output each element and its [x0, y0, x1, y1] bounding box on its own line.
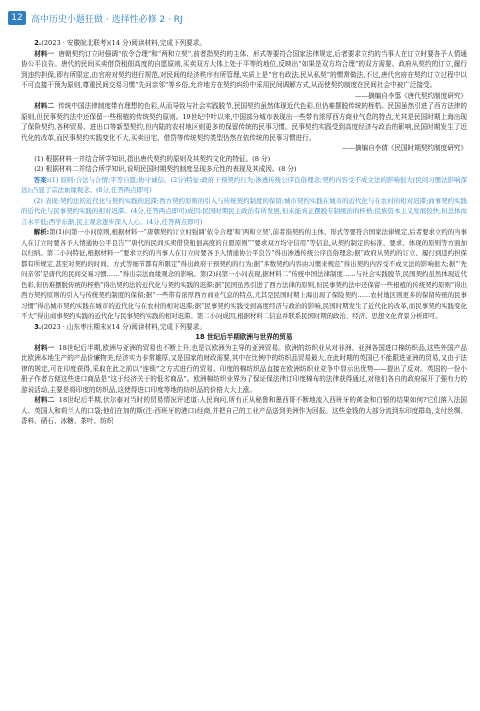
- page-content: [21, 38, 467, 427]
- book-title: 高中历史小题狂做 · 选择性必修 2 · RJ: [31, 14, 183, 25]
- analysis-text: 第(1)问第一小问原则,根据材料一“唐朝契约订立时强调‘依令合理’和‘两和立契’,前者指契约的主体、形式等要符合国家法律规定,后者要求立约的当事人在订立时要各予人情通协公平良告”“唐代的民间买卖借贷租佃高度的自愿原则”“要求双方均守信用”等信息,从契约制定的标准、要求、体现的原则等方面加以归纳。第二小问特征,根据材料一“要求立约的当事人在订立时要各予人情通协公平良告”得出渗透传统公序良俗理念;据“政府从契约的订立、履行到违约担保都有所规定,甚至对契约的时间、方式等细节都有所限定”得出政府干预契约的行为;据“多数契约内容由习惯来规范”得出契约内容受不成文法的影响很大;据“‘先问亲邻’是唐代的民间交易习惯……”得出宗法血缘观念的影响。第(2)问第一小问表现,据材料二“传统中国法律制度……与社会实践脱节,民国契约虽然体现近代色彩,但仍难摆脱传统的桎梏”得出契约法的近代化与契约实践的迟滞;据“民国虽然引进了西方法律的原则,但民事契约法中还保留一些根植的传统契约原则”得出西方契约原则的引入与传统契约制度的保留;据“一些带有浓厚西方商业气息的特点,尤其是民国时期上海出现了保险契约……农村地区则更多的保留传统的民事习惯”得出城市契约实践在城市的近代化与在农村的相对迟滞;据“民事契约实践受到高度经济与政治的影响,民国时期发生了近代化的改革,而民事契约实践变化不大”得出商事契约实践的近代化与民事契约实践的相对迟滞。第二小问成因,根据材料二信息并联系民国时期的政治、经济、思想文化背景分析即可。: [21, 228, 467, 320]
- answer-2: (2) 表现:契约法的近代化与契约实践的迟滞;西方契约原则的引入与传统契约制度的保留;城市契约实践在城市的近代化与在农村的相对迟滞;商事契约实践的近代化与民事契约实践的相对迟滞。(4分,任答两点即可)成因:民国时期民主政治有所发展,但未能真正摆脱专制统治的桎梏;民族资本主义发展较快,但总体而言水平低;西学东渐,民主观念逐步深入人心。(4分,任答两点即可): [21, 196, 467, 226]
- analysis: [21, 227, 467, 322]
- requirement-2: (2) 根据材料二并结合所学知识,说明民国时期契约制度呈现多元性的表现及其成因。(8 分): [34, 165, 297, 173]
- question-number: 3.: [34, 322, 42, 331]
- page-number: 12: [8, 11, 26, 25]
- material-1: [21, 343, 467, 396]
- material-text: 18世纪后半期,欧洲与亚洲的贸易也不断上升,也是以欧洲为主导的亚洲贸易。欧洲的纺织业从对非洲、亚洲各国进口棉纺织品,这些外国产品比欧洲本地生产的产品价廉物美,经济实力非常雄厚,又是国家的财政需要,其中在比例中的纺织品贸易最大,在此时期的英国已不能跟进亚洲的贸易,又由于法律的规定,可在印度获得,采取在此之前以“连锁”之方式进行的贸易。印度的棉纺织品直接在欧洲纺织业竞争中显示出优势——提出了反对。英国的一份小册子作者方便这些进口商品是“这于经济关于的低劣商品”。欧洲棉纺织业界为了保证保法律订印度棉布的法律获得通过,对他们各自的政府展开了强有力的游说活动,主要是将印度的纺织品,这使得进口印度等地的纺织品的价格大大上涨。: [21, 343, 467, 394]
- section-title: 18 世纪后半期欧洲与世界的贸易: [195, 333, 293, 341]
- material-source: ——摘编自李倩《民国时期契约制度研究》: [341, 144, 467, 152]
- requirement-1: (1) 根据材料一并结合所学知识,指出唐代契约的原则及其契约文化的特征。(8 分): [34, 154, 271, 163]
- analysis-block: [21, 227, 467, 322]
- answer-block: [21, 175, 467, 228]
- analysis-label: 解析:: [33, 228, 50, 236]
- answer-text: (1) 原则:合法与合情;平等自愿;协守诚信。(2分)特征:政府干预契约行为;渗透传统公序良俗理念;契约内容受不成文法的影响很大(民间习惯法影响深远);凸显了宗法血缘观念。(6分,任答两点即可): [21, 175, 468, 194]
- material-text: 18世纪后半期,伏尔泰对当时的贸易情况评述道:人民询问,所有正从秘鲁和墨西哥不断地流入西班牙的黄金和白银的结果如何?它们落入法国人、英国人和荷兰人的口袋;他们在加的斯(注:西班牙的港口)经商,并把自己的工业产品送到美洲作为回报。这些金钱的大部分流到东印度群岛,支付丝绸、香料、硝石、冰糖、茶叶、纺织: [21, 396, 468, 425]
- material-source: ——摘编自李翦《唐代契约制度研究》: [354, 91, 467, 100]
- answer-1: [21, 175, 467, 196]
- question-2-heading: [21, 38, 467, 49]
- material-1: [21, 49, 467, 91]
- question-intro: (2023 · 山东枣庄期末)(14 分)阅读材料,完成下列要求。: [41, 322, 206, 331]
- question-intro: (2023 · 安徽皖北联考)(14 分)阅读材料,完成下列要求。: [41, 39, 206, 47]
- material-2: [21, 101, 467, 143]
- material-text: 唐朝契约订立时强调“依令合理”和“两和立契”,前者指契约的主体、形式等要符合国家法律规定,后者要求立约的当事人在订立时要各予人情通协公平良告。唐代的民间买卖借贷租佃高度的自愿原则,买卖双方大体上处于平等的地位,反映出“如果是双方均合理”的双方需要。政府从契约的订立,履行到违约担保,即有所限定,由官府对契约进行规范,对民间的经济秩序有所管理,实质上是“官有政法,民从私契”的惯常做法,不过,唐代官府在契约订立过程中以不可直接干预为原则,尊重民间交易习惯“先问亲邻”等乡俗,允许地方在契约纠纷中采用民间调解方式,从而使契约制度在民间社会中被广泛接受。: [21, 49, 467, 89]
- page-header: [8, 10, 183, 26]
- material-label: 材料一: [34, 49, 55, 58]
- material-label: 材料二: [34, 102, 54, 110]
- material-label: 材料二: [34, 396, 55, 404]
- question-number: 2.: [34, 39, 42, 47]
- material-text: 传统中国法律制度带有理想的色彩,从而导致与社会实践脱节,民国契约虽然体现近代色彩,但仍难摆脱传统的桎梏。民国虽然引进了西方法律的原则,但民事契约法中还保留一些根植的传统契约原则。19世纪中叶以来,中国部分城市表现出一些带有浓厚西方商业气息的特点,尤其是民国时期上海出现了保险契约,各种贸易、进出口等新型契约,但内陆的农村地区则更多的保留传统的民事习惯。民事契约实践受到高度经济与政治的影响,民国时期发生了近代化的改革,而民事契约实践变化不大,买卖田宅、借贷等传统契约类型仍然在依传统的民事习惯进行。: [21, 102, 467, 142]
- material-2: [21, 395, 467, 427]
- answer-label: 答案:: [33, 175, 50, 184]
- material-label: 材料一: [34, 343, 55, 352]
- question-3-heading: [21, 322, 467, 333]
